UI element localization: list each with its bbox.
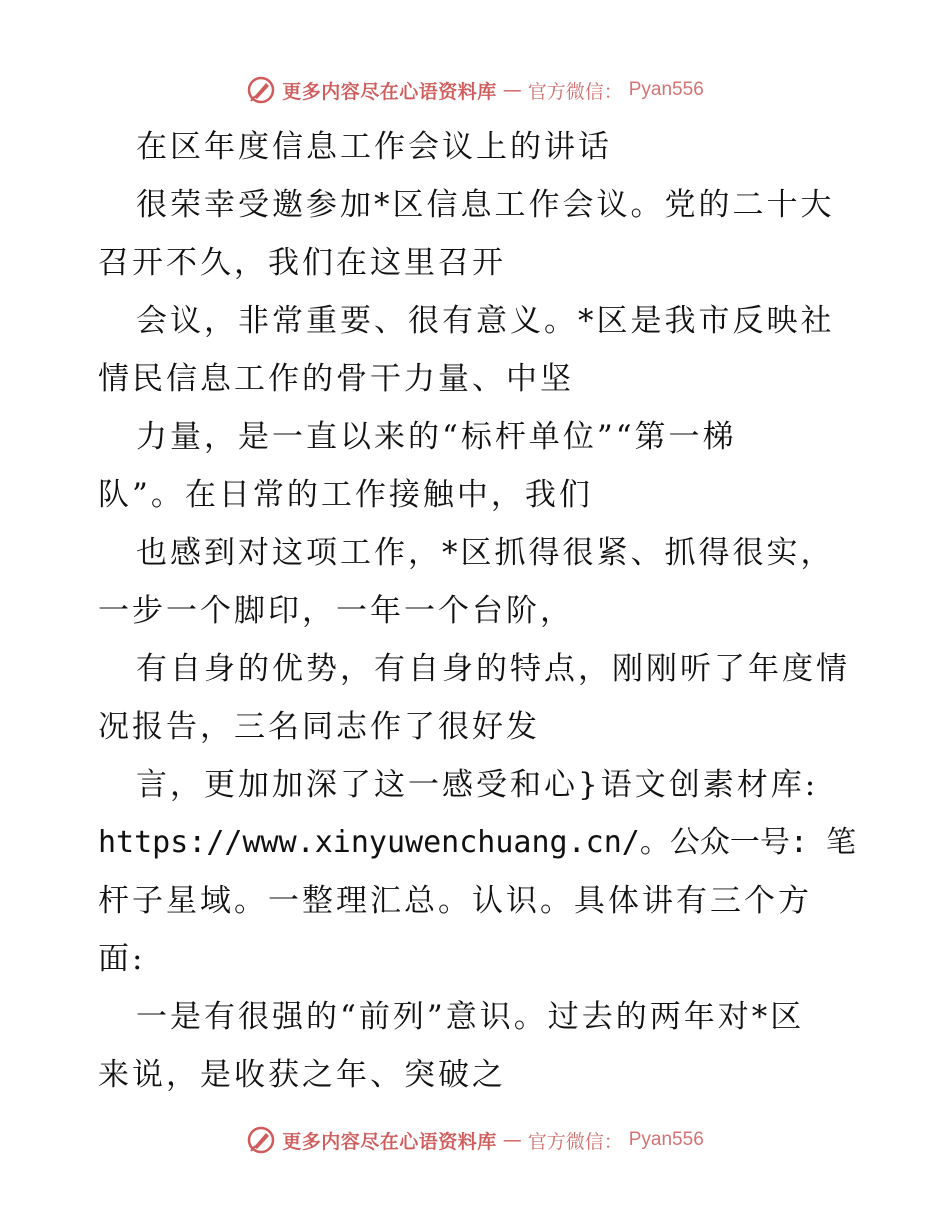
watermark-wechat-label: 官方微信：	[527, 1130, 623, 1153]
document-body	[98, 118, 858, 1104]
quill-pen-logo-icon	[246, 75, 276, 105]
text-line: 况报告，三名同志作了很好发	[98, 709, 540, 745]
text-line: 很荣幸受邀参加*区信息工作会议。党的二十大	[136, 187, 835, 223]
text-line: 情民信息工作的骨干力量、中坚	[98, 361, 574, 397]
text-line: 也感到对这项工作，*区抓得很紧、抓得很实，	[136, 535, 835, 571]
watermark-footer	[0, 1120, 950, 1160]
watermark-header	[0, 70, 950, 110]
text-line: 来说，是收获之年、突破之	[98, 1057, 506, 1093]
text-line: 有自身的优势，有自身的特点，刚刚听了年度情	[136, 651, 850, 687]
text-line: 言，更加加深了这一感受和心}语文创素材库:	[136, 767, 819, 803]
text-line: 杆子星域。一整理汇总。认识。具体讲有三个方	[98, 883, 812, 919]
watermark-separator: —	[502, 79, 522, 101]
text-line: 会议，非常重要、很有意义。*区是我市反映社	[136, 303, 835, 339]
watermark-wechat-id: Pyan556	[628, 79, 704, 100]
text-line: 一是有很强的“前列”意识。过去的两年对*区	[136, 999, 805, 1035]
text-line: 召开不久，我们在这里召开	[98, 245, 506, 281]
text-line: 面:	[98, 941, 146, 977]
text-line: 力量，是一直以来的“标杆单位”“第一梯	[136, 419, 737, 455]
text-line-url: https://www.xinyuwenchuang.cn/。公众一号: 笔	[98, 825, 856, 860]
text-line: 一步一个脚印，一年一个台阶，	[98, 593, 574, 629]
quill-pen-logo-icon	[246, 1125, 276, 1155]
document-title: 在区年度信息工作会议上的讲话	[136, 129, 612, 165]
watermark-separator: —	[502, 1129, 522, 1151]
watermark-site-name: 更多内容尽在心语资料库	[282, 80, 497, 103]
watermark-site-name: 更多内容尽在心语资料库	[282, 1130, 497, 1153]
watermark-wechat-id: Pyan556	[628, 1129, 704, 1150]
watermark-wechat-label: 官方微信：	[527, 80, 623, 103]
text-line: 队”。在日常的工作接触中，我们	[98, 477, 593, 513]
